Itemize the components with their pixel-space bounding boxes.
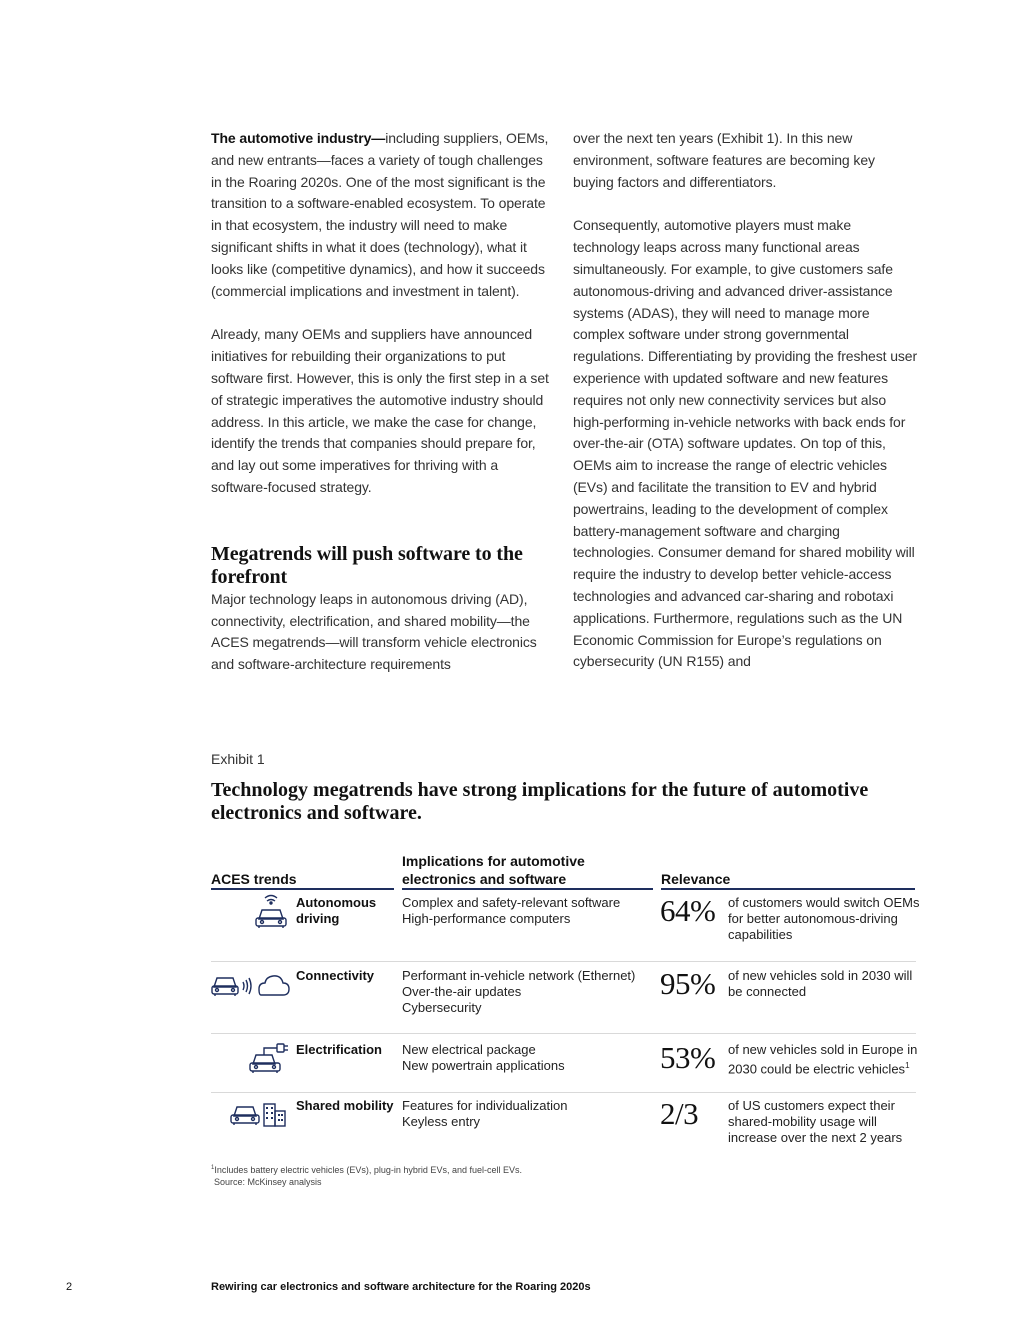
article-left-column [211,128,556,676]
relevance-description: of customers would switch OEMs for better autonomous-driving capabilities [728,895,920,942]
trend-name: Electrification [296,1042,382,1057]
exhibit-title: Technology megatrends have strong implications for the future of automotive electronics and software. [211,779,869,824]
shared-car-building-icon [229,1100,291,1130]
implication-item: Performant in-vehicle network (Ethernet) [402,968,636,983]
autonomous-car-icon [251,893,291,929]
trend-name: Connectivity [296,968,375,983]
relevance-stat: 2/3 [660,1096,699,1131]
implication-item: Keyless entry [402,1114,481,1129]
trend-name: Autonomous driving [296,895,377,926]
relevance-stat: 53% [660,1040,716,1075]
paragraph: Major technology leaps in autonomous driving (AD), connectivity, electrification, and shared mobility—the ACES megatrends—will transform vehicle electronics and software-architecture requirements [211,590,537,673]
footnote-text: Includes battery electric vehicles (EVs), plug-in hybrid EVs, and fuel-cell EVs. [214,1165,522,1175]
paragraph-text: including suppliers, OEMs, and new entrants—faces a variety of tough challenges in the Roaring 2020s. One of the most significant is the transition to a software-enabled ecosystem. To operate in that ecosystem, the industry will need to make significant shifts in what it does (technology), what it looks like (competitive dynamics), and how it succeeds (commercial implications and investment in talent). [211,130,549,299]
article-right-column [573,128,919,673]
relevance-stat: 64% [660,893,716,928]
paragraph: Already, many OEMs and suppliers have announced initiatives for rebuilding their organizations to put software first. However, this is only the first step in a set of strategic imperatives the automotive industry should address. In this article, we make the case for change, identify the trends that companies should prepare for, and lay out some imperatives for thriving with a software-focused strategy. [211,326,549,495]
exhibit-label: Exhibit 1 [211,751,265,767]
connected-car-cloud-icon [211,971,291,999]
section-heading: Megatrends will push software to the forefront [211,542,523,588]
implication-item: Complex and safety-relevant software [402,895,621,910]
relevance-description: of US customers expect their shared-mobility usage will increase over the next 2 years [728,1098,903,1145]
implications-list [402,968,657,1016]
relevance-stat: 95% [660,966,716,1001]
row-divider [211,1092,916,1093]
implications-list [402,1098,657,1130]
implications-list [402,1042,657,1074]
source-note: Source: McKinsey analysis [214,1176,322,1187]
column-header-relevance: Relevance [661,870,915,890]
running-title: Rewiring car electronics and software architecture for the Roaring 2020s [211,1281,591,1293]
implication-item: Over-the-air updates [402,984,522,999]
row-divider [211,1033,916,1034]
paragraph: over the next ten years (Exhibit 1). In this new environment, software features are becoming key buying factors and differentiators. [573,130,875,190]
electric-car-plug-icon [247,1040,293,1076]
relevance-description-text: of new vehicles sold in Europe in 2030 could be electric vehicles [728,1042,918,1077]
implications-list [402,895,657,927]
exhibit-footnote [211,1163,522,1188]
row-divider [211,961,916,962]
lead-in: The automotive industry— [211,130,386,146]
implication-item: Cybersecurity [402,1000,482,1015]
trend-name: Shared mobility [296,1098,394,1113]
paragraph [211,128,556,302]
implication-item: High-performance computers [402,911,571,926]
relevance-description [728,1042,924,1077]
relevance-description: of new vehicles sold in 2030 will be connected [728,968,913,999]
paragraph: Consequently, automotive players must make technology leaps across many functional areas simultaneously. For example, to give customers safe autonomous-driving and advanced driver-assistance systems (ADAS), they will need to manage more complex software under strong governmental regulations. Differentiating by providing the freshest user experience with updated software and new features requires not only new connectivity services but also high-performing in-vehicle networks with back ends for over-the-air (OTA) software updates. On top of this, OEMs aim to increase the range of electric vehicles (EVs) and facilitate the transition to EV and hybrid powertrains, leading to the development of complex battery-management software and charging technologies. Consumer demand for shared mobility will require the industry to develop better vehicle-access technologies and advanced car-sharing and robotaxi applications. Furthermore, regulations such as the UN Economic Commission for Europe’s regulations on cybersecurity (UN R155) and [573,217,918,670]
column-header-trends: ACES trends [211,870,394,890]
implication-item: Features for individualization [402,1098,568,1113]
column-header-implications: Implications for automotive electronics and software [402,852,653,890]
footnote-marker: 1 [905,1061,910,1070]
footnote-marker: 1 [211,1165,215,1171]
implication-item: New electrical package [402,1042,536,1057]
implication-item: New powertrain applications [402,1058,565,1073]
page-number: 2 [66,1281,73,1293]
